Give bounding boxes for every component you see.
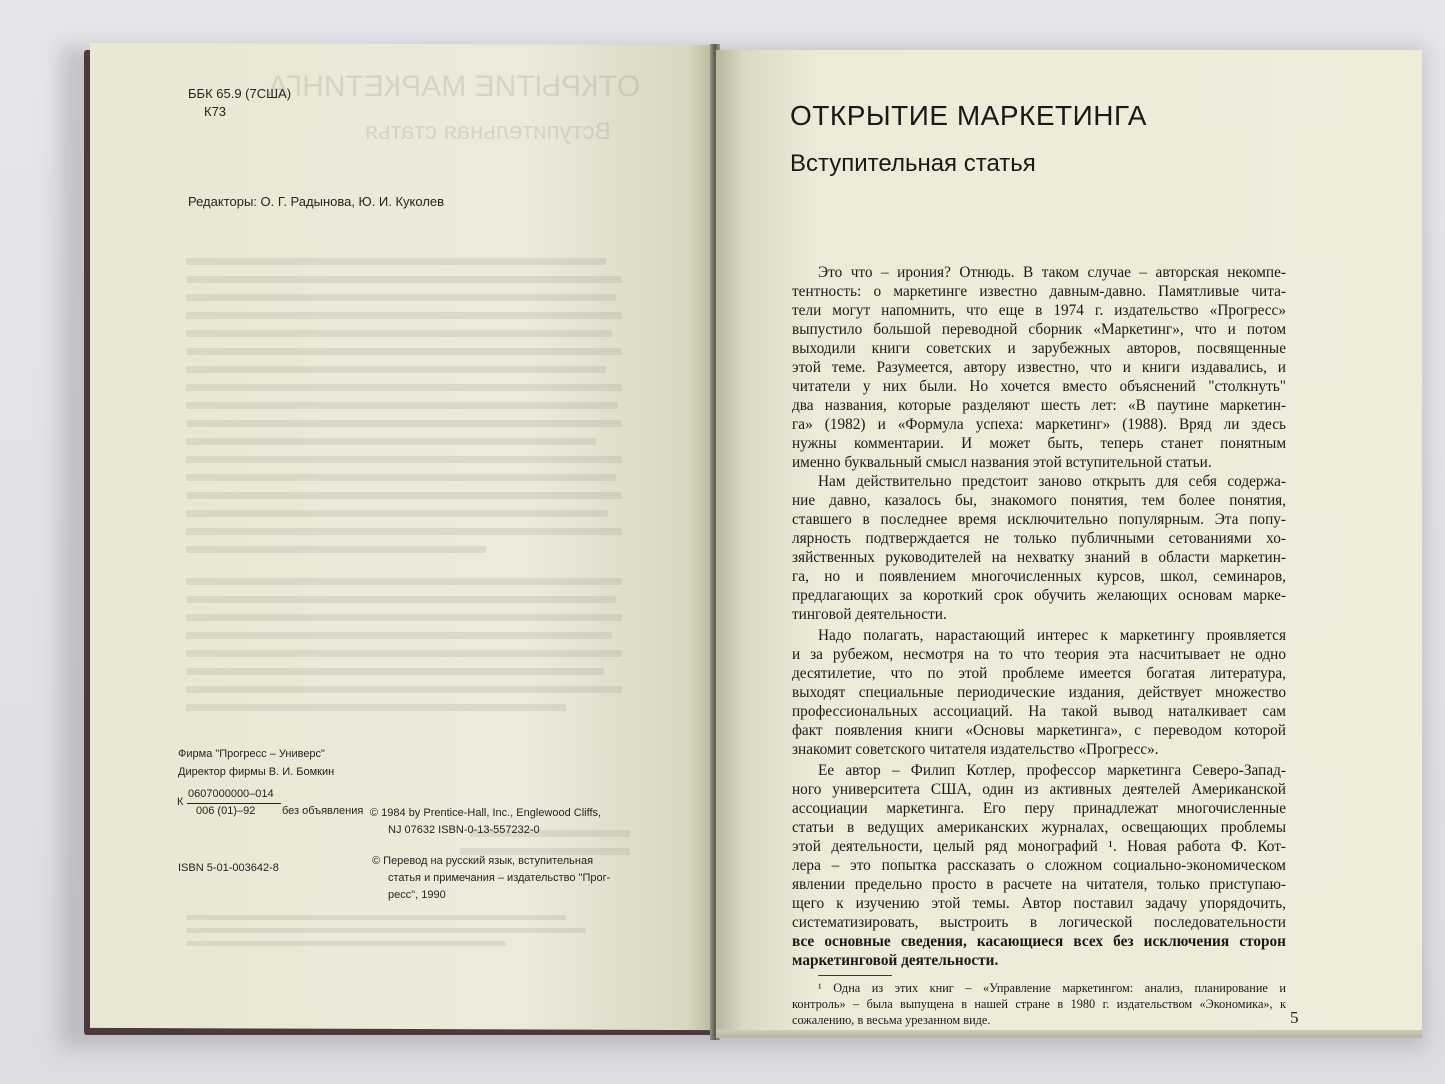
isbn: ISBN 5-01-003642-8	[178, 862, 279, 874]
show-through-line	[186, 510, 608, 517]
k-letter: К	[177, 796, 184, 808]
footnote-rule	[818, 975, 892, 976]
body-line: систематизировать, выстроить в логической последовательности	[792, 914, 1286, 931]
body-line: статьи в ведущих американских журналах, освещающих проблемы	[792, 819, 1286, 836]
body-line: Ее автор – Филип Котлер, профессор маркетинга Северо-Запад-	[818, 762, 1286, 779]
body-line: факт появления книги «Основы маркетинга», с переводом которой	[792, 722, 1286, 739]
body-line-bold: маркетинговой деятельности.	[792, 952, 999, 969]
show-through-line	[186, 276, 622, 283]
show-through-line	[186, 668, 604, 675]
editors-line: Редакторы: О. Г. Радынова, Ю. И. Куколев	[188, 194, 445, 209]
body-line: нужны комментарии. И может быть, теперь станет понятным	[792, 435, 1286, 452]
body-line: га» (1982) и «Формула успеха: маркетинг» (1988). Вряд ли здесь	[792, 416, 1286, 433]
body-line: ного университета США, один из активных деятелей Американской	[792, 781, 1286, 798]
show-through-line	[186, 294, 616, 301]
page-edge	[716, 1030, 1422, 1038]
show-through-line	[186, 474, 616, 481]
body-line: Надо полагать, нарастающий интерес к маркетингу проявляется	[818, 627, 1286, 644]
show-through-line	[186, 632, 612, 639]
body-line: ставшего в последнее время исключительно популярным. Эта попу-	[792, 511, 1286, 528]
body-line: выходили книги советских и зарубежных авторов, посвященные	[792, 340, 1286, 357]
show-through-line	[186, 686, 622, 693]
show-through-line	[186, 258, 606, 265]
page-number: 5	[1290, 1008, 1299, 1027]
body-line: тентность: о маркетинге известно давным-давно. Памятливые чита-	[792, 283, 1286, 300]
copyright-original-line: NJ 07632 ISBN-0-13-557232-0	[388, 824, 540, 836]
show-through-line	[186, 578, 622, 585]
show-through-line	[186, 528, 622, 535]
body-line: Это что – ирония? Отнюдь. В таком случае – авторская некомпе-	[818, 264, 1286, 281]
body-line: га, но и появлением многочисленных курсов, школ, семинаров,	[792, 568, 1286, 585]
body-line-bold: все основные сведения, касающиеся всех без исключения сторон	[792, 933, 1286, 950]
show-through-line	[186, 704, 566, 711]
copyright-translation-line: ресс", 1990	[388, 889, 446, 901]
body-line: именно буквальный смысл названия этой вступительной статьи.	[792, 454, 1212, 471]
body-line: Нам действительно предстоит заново открыть для себя содержа-	[818, 473, 1286, 490]
show-through-line	[186, 312, 622, 319]
body-line: профессиональных ассоциаций. На такой вывод наталкивает сам	[792, 703, 1286, 720]
body-line: выпустило большой переводной сборник «Маркетинг», что и потом	[792, 321, 1286, 338]
body-line: этой теме. Разумеется, автору известно, что и книги издавались, и	[792, 359, 1286, 376]
show-through-line	[186, 928, 586, 933]
author-mark: К73	[204, 104, 227, 119]
body-line: ассоциации маркетинга. Его перу принадлежат многочисленные	[792, 800, 1286, 817]
show-through-line	[186, 384, 622, 391]
no-ads-note: без объявления	[282, 805, 364, 817]
show-through-line	[460, 848, 630, 855]
k-fraction-bar	[187, 803, 281, 804]
bbk-code: ББК 65.9 (7США)	[188, 86, 292, 101]
k-numerator: 0607000000–014	[188, 788, 274, 800]
show-through-line	[186, 420, 622, 427]
show-through-line	[186, 402, 618, 409]
body-line: два названия, которые разделяют шесть лет: «В паутине маркетин-	[792, 397, 1286, 414]
footnote-line: сожалению, в весьма урезанном виде.	[792, 1013, 991, 1027]
show-through-title: ОТКРЫТИЕ МАРКЕТИНГА	[268, 70, 641, 103]
body-line: знакомит советского читателя издательство «Прогресс».	[792, 741, 1159, 758]
show-through-line	[186, 330, 612, 337]
body-line: десятилетие, что по этой проблеме имеется богатая литература,	[792, 665, 1286, 682]
body-line: и за рубежом, несмотря на то что теория эта насчитывает не одно	[792, 646, 1286, 663]
show-through-line	[186, 596, 616, 603]
show-through-line	[186, 492, 622, 499]
body-line: ние давно, казалось бы, знакомого понятия, тем более понятия,	[792, 492, 1286, 509]
chapter-subtitle: Вступительная статья	[790, 150, 1036, 177]
body-line: лера – это попытка рассказать о сложном социально-экономическом	[792, 857, 1286, 874]
copyright-translation-line: © Перевод на русский язык, вступительная	[372, 855, 594, 867]
firm-director: Директор фирмы В. И. Бомкин	[178, 766, 335, 778]
footnote-line: ¹ Одна из этих книг – «Управление маркетингом: анализ, планирование и	[818, 981, 1286, 995]
show-through-line	[186, 941, 506, 946]
show-through-line	[186, 650, 622, 657]
body-line: щего к изучению этой темы. Автор поставил задачу упорядочить,	[792, 895, 1286, 912]
copyright-original-line: © 1984 by Prentice-Hall, Inc., Englewood Cliffs,	[370, 807, 602, 819]
body-line: тинговой деятельности.	[792, 606, 947, 623]
show-through-line	[186, 614, 622, 621]
show-through-line	[186, 348, 622, 355]
body-line: выходят специальные периодические издания, действует множество	[792, 684, 1286, 701]
body-line: лярность подтверждается не только публичными сетованиями хо-	[792, 530, 1286, 547]
body-line: читатели у них были. Но хочется вместо объяснений "столкнуть"	[792, 378, 1286, 395]
show-through-line	[186, 546, 486, 553]
body-line: этой деятельности, целый ряд монографий ¹. Новая работа Ф. Кот-	[792, 838, 1286, 855]
body-line: предлагающих за короткий срок обучить желающих основам марке-	[792, 587, 1286, 604]
body-line: явлении предельно просто в расчете на читателя, только приступаю-	[792, 876, 1286, 893]
show-through-line	[186, 438, 596, 445]
show-through-subtitle: Вступительная статья	[365, 118, 611, 145]
body-line: зяйственных руководителей на нехватку знаний в области маркетин-	[792, 549, 1286, 566]
show-through-line	[186, 366, 606, 373]
k-denominator: 006 (01)–92	[196, 805, 256, 817]
firm-name: Фирма "Прогресс – Универс"	[178, 748, 325, 760]
body-line: тели могут напомнить, что еще в 1974 г. издательство «Прогресс»	[792, 302, 1286, 319]
show-through-line	[186, 915, 566, 920]
copyright-translation-line: статья и примечания – издательство "Прог-	[388, 872, 611, 884]
footnote-line: контроль» – была выпущена в нашей стране в 1980 г. издательством «Экономика», к	[792, 997, 1286, 1011]
show-through-line	[186, 456, 622, 463]
chapter-title: ОТКРЫТИЕ МАРКЕТИНГА	[790, 100, 1147, 131]
